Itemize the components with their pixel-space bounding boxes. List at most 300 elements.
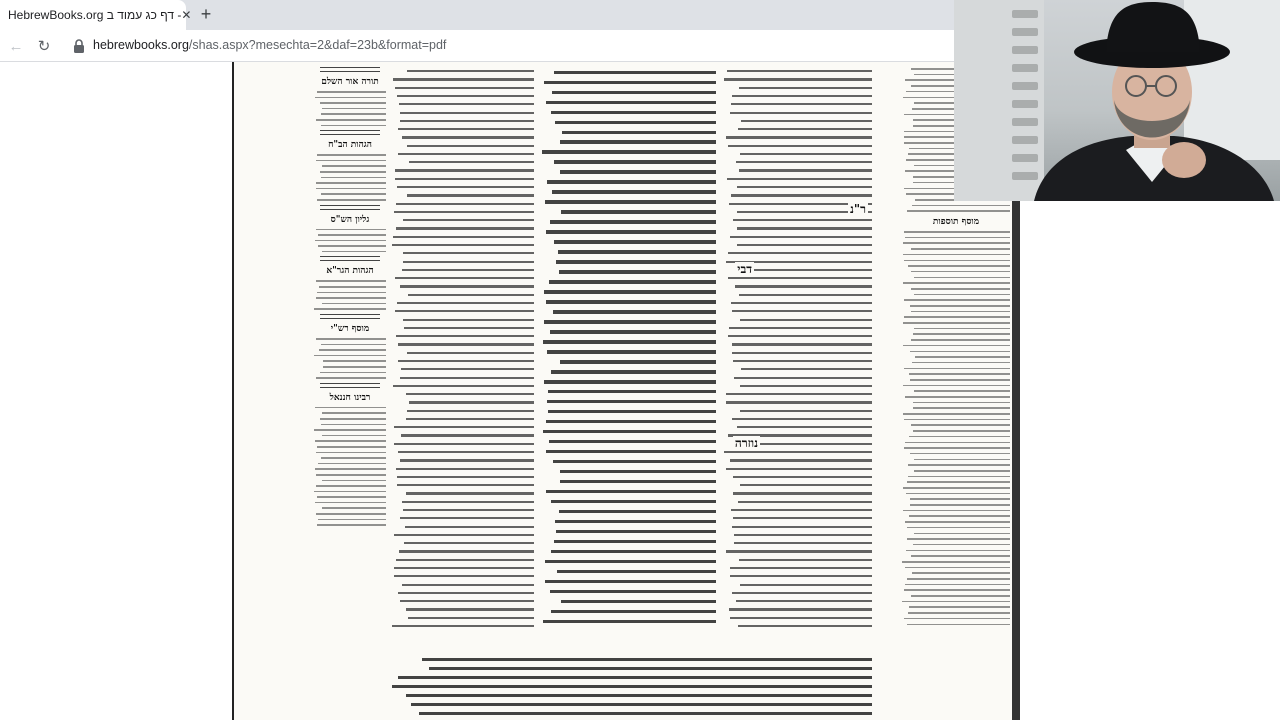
margin-heading: מוסף רש"י xyxy=(330,324,370,335)
text-line xyxy=(731,302,872,304)
text-line xyxy=(914,533,1010,535)
text-line xyxy=(316,485,386,487)
text-line xyxy=(545,560,716,563)
text-line xyxy=(400,120,534,122)
text-line xyxy=(913,430,1010,432)
text-line xyxy=(740,584,872,586)
text-line xyxy=(322,251,386,253)
text-line xyxy=(322,303,386,305)
text-line xyxy=(322,507,386,509)
text-line xyxy=(403,319,534,321)
text-line xyxy=(903,322,1010,324)
text-line xyxy=(316,452,386,454)
text-line xyxy=(732,310,872,312)
text-line xyxy=(559,270,716,273)
text-line xyxy=(408,294,534,296)
text-line xyxy=(904,618,1011,620)
text-line xyxy=(914,470,1010,472)
text-line xyxy=(392,685,872,688)
text-line xyxy=(404,327,534,329)
text-line xyxy=(730,459,872,461)
text-line xyxy=(398,360,534,362)
new-tab-button[interactable]: + xyxy=(200,3,212,24)
text-line xyxy=(733,492,872,494)
text-line xyxy=(911,288,1010,290)
text-line xyxy=(910,453,1010,455)
text-line xyxy=(908,612,1010,614)
text-line xyxy=(914,328,1010,330)
text-line xyxy=(906,493,1010,495)
text-line xyxy=(315,502,386,504)
text-line xyxy=(731,509,872,511)
text-line xyxy=(550,330,716,333)
text-line xyxy=(402,269,534,271)
text-line xyxy=(730,575,872,577)
text-line xyxy=(396,335,534,337)
text-line xyxy=(547,350,716,353)
text-line xyxy=(914,277,1010,279)
text-line xyxy=(393,236,534,238)
text-line xyxy=(316,182,386,184)
text-line xyxy=(318,234,386,236)
text-line xyxy=(913,402,1010,404)
url-path: /shas.aspx?mesechta=2&daf=23b&format=pdf xyxy=(188,38,447,52)
text-line xyxy=(402,501,534,503)
text-line xyxy=(317,199,386,201)
text-line xyxy=(903,385,1010,387)
text-line xyxy=(319,349,387,351)
ornament-divider xyxy=(320,130,380,135)
text-line xyxy=(407,352,534,354)
text-line xyxy=(552,190,716,193)
text-line xyxy=(740,484,873,486)
text-line xyxy=(907,527,1010,529)
text-line xyxy=(398,343,534,345)
text-line xyxy=(546,420,716,423)
text-line xyxy=(911,339,1010,341)
text-line xyxy=(316,229,386,231)
text-line xyxy=(903,487,1010,489)
text-line xyxy=(731,194,872,196)
text-line xyxy=(905,567,1010,569)
text-line xyxy=(317,292,386,294)
text-line xyxy=(395,277,534,279)
text-line xyxy=(322,435,386,437)
text-line xyxy=(904,231,1010,233)
text-line xyxy=(558,250,716,253)
reload-icon[interactable]: ↻ xyxy=(37,38,51,55)
text-line xyxy=(907,538,1010,540)
text-line xyxy=(400,600,534,602)
text-line xyxy=(911,248,1010,250)
text-line xyxy=(422,658,872,661)
text-line xyxy=(910,305,1010,307)
text-line xyxy=(406,393,534,395)
text-line xyxy=(316,188,386,190)
text-line xyxy=(316,119,386,121)
text-line xyxy=(726,401,872,403)
text-line xyxy=(553,310,716,313)
text-line xyxy=(913,333,1010,335)
text-line xyxy=(314,355,386,357)
close-icon[interactable]: ✕ xyxy=(181,8,192,22)
address-bar[interactable] xyxy=(93,38,446,52)
text-line xyxy=(317,496,386,498)
text-line xyxy=(322,480,386,482)
text-line xyxy=(741,368,872,370)
gemara-column xyxy=(542,64,716,630)
text-line xyxy=(903,510,1010,512)
text-line xyxy=(739,87,872,89)
text-line xyxy=(406,694,872,697)
ornament-divider xyxy=(320,256,380,261)
margin-heading: גליון הש"ס xyxy=(330,214,370,225)
text-line xyxy=(903,282,1010,284)
text-line xyxy=(429,667,872,670)
text-line xyxy=(543,620,716,623)
text-line xyxy=(320,372,386,374)
text-line xyxy=(905,237,1010,239)
text-line xyxy=(317,446,386,448)
text-line xyxy=(736,269,872,271)
text-line xyxy=(547,180,716,183)
text-line xyxy=(400,285,534,287)
text-line xyxy=(546,490,716,493)
text-line xyxy=(419,712,872,715)
text-line xyxy=(735,285,872,287)
text-line xyxy=(730,567,872,569)
text-line xyxy=(549,280,716,283)
text-line xyxy=(395,310,534,312)
text-line xyxy=(556,530,716,533)
text-line xyxy=(397,476,534,478)
text-line xyxy=(314,491,386,493)
text-line xyxy=(395,169,534,171)
text-line xyxy=(914,390,1010,392)
text-line xyxy=(545,200,716,203)
text-line xyxy=(733,360,872,362)
text-line xyxy=(403,219,534,221)
text-line xyxy=(320,418,386,420)
text-line xyxy=(560,480,716,483)
text-line xyxy=(909,606,1010,608)
text-line xyxy=(730,236,872,238)
text-line xyxy=(321,177,386,179)
text-line xyxy=(912,362,1010,364)
text-line xyxy=(738,625,872,627)
text-line xyxy=(398,451,534,453)
text-line xyxy=(320,171,386,173)
text-line xyxy=(911,424,1010,426)
text-line xyxy=(322,412,386,414)
left-margin-notes xyxy=(314,64,386,530)
text-line xyxy=(319,286,386,288)
text-line xyxy=(557,570,716,573)
text-line xyxy=(315,468,386,470)
text-line xyxy=(397,484,534,486)
text-line xyxy=(315,240,386,242)
text-line xyxy=(400,377,534,379)
text-line xyxy=(314,308,386,310)
text-line xyxy=(551,610,716,613)
text-line xyxy=(732,352,872,354)
text-line xyxy=(724,78,872,80)
text-line xyxy=(400,112,534,114)
text-line xyxy=(561,210,716,213)
text-line xyxy=(394,534,534,536)
text-line xyxy=(315,440,386,442)
text-line xyxy=(409,401,534,403)
text-line xyxy=(551,111,716,114)
text-line xyxy=(729,608,872,610)
text-line xyxy=(914,459,1010,461)
text-line xyxy=(733,476,872,478)
text-line xyxy=(910,504,1010,506)
text-line xyxy=(554,540,716,543)
text-line xyxy=(321,344,387,346)
text-line xyxy=(551,500,716,503)
margin-heading: הגהות הב"ח xyxy=(328,140,372,151)
text-line xyxy=(315,97,386,99)
text-line xyxy=(402,136,534,138)
text-line xyxy=(403,252,534,254)
text-line xyxy=(561,600,716,603)
text-line xyxy=(550,590,716,593)
text-line xyxy=(398,676,872,679)
text-line xyxy=(737,186,872,188)
text-line xyxy=(730,112,872,114)
text-line xyxy=(910,351,1010,353)
text-line xyxy=(321,113,386,115)
text-line xyxy=(396,203,534,205)
text-line xyxy=(402,584,534,586)
text-line xyxy=(323,360,386,362)
bold-keyword: דבי xyxy=(737,262,752,276)
text-line xyxy=(400,517,534,519)
text-line xyxy=(560,170,716,173)
text-line xyxy=(555,121,716,124)
text-line xyxy=(555,520,716,523)
text-line xyxy=(728,252,872,254)
text-line xyxy=(908,464,1010,466)
text-line xyxy=(737,244,872,246)
text-line xyxy=(394,211,534,213)
presenter-video xyxy=(1014,0,1274,201)
text-line xyxy=(740,153,872,155)
text-line xyxy=(405,526,534,528)
text-line xyxy=(911,595,1010,597)
text-line xyxy=(904,589,1010,591)
text-line xyxy=(728,335,872,337)
text-line xyxy=(399,550,534,552)
text-line xyxy=(911,555,1010,557)
text-line xyxy=(905,584,1010,586)
text-line xyxy=(544,81,716,84)
text-line xyxy=(546,230,716,233)
text-line xyxy=(913,407,1010,409)
text-line xyxy=(906,550,1010,552)
text-line xyxy=(731,103,872,105)
text-line xyxy=(734,542,872,544)
text-line xyxy=(398,128,534,130)
text-line xyxy=(907,578,1010,580)
text-line xyxy=(562,131,716,134)
tab-active[interactable] xyxy=(0,0,192,30)
text-line xyxy=(546,300,716,303)
text-line xyxy=(903,345,1010,347)
text-line xyxy=(321,193,386,195)
text-line xyxy=(543,430,716,433)
text-line xyxy=(734,377,872,379)
text-line xyxy=(738,501,872,503)
text-line xyxy=(552,91,716,94)
text-line xyxy=(398,592,534,594)
text-line xyxy=(393,385,534,387)
text-line xyxy=(551,370,716,373)
tosafot-column xyxy=(724,64,872,633)
text-line xyxy=(905,521,1010,523)
text-line xyxy=(904,260,1010,262)
text-line xyxy=(560,470,716,473)
ornament-divider xyxy=(320,67,380,72)
margin-heading: רבינו חננאל xyxy=(329,392,371,403)
text-line xyxy=(909,373,1010,375)
tab-title: HebrewBooks.org דף כג עמוד ב - xyxy=(8,8,182,22)
text-line xyxy=(907,210,1010,212)
text-line xyxy=(732,526,872,528)
text-line xyxy=(398,153,534,155)
text-line xyxy=(737,227,872,229)
text-line xyxy=(727,70,872,72)
text-line xyxy=(729,327,872,329)
text-line xyxy=(904,316,1010,318)
text-line xyxy=(322,165,386,167)
text-line xyxy=(907,481,1010,483)
text-line xyxy=(316,297,386,299)
text-line xyxy=(913,544,1010,546)
text-line xyxy=(736,600,872,602)
text-line xyxy=(401,368,534,370)
text-line xyxy=(548,390,716,393)
text-line xyxy=(542,150,716,153)
text-line xyxy=(545,580,716,583)
webcam-overlay xyxy=(954,0,1280,201)
talmud-pdf-page[interactable] xyxy=(232,62,1020,720)
text-line xyxy=(392,244,534,246)
text-line xyxy=(317,91,386,93)
text-line xyxy=(407,410,534,412)
text-line xyxy=(406,608,534,610)
text-line xyxy=(321,125,386,127)
text-line xyxy=(547,400,716,403)
lock-icon[interactable] xyxy=(73,39,85,53)
text-line xyxy=(733,219,872,221)
text-line xyxy=(549,440,716,443)
text-line xyxy=(741,120,872,122)
text-line xyxy=(553,460,716,463)
text-line xyxy=(730,617,872,619)
text-line xyxy=(400,459,534,461)
text-line xyxy=(554,240,716,243)
text-line xyxy=(904,419,1010,421)
text-line xyxy=(560,360,716,363)
text-line xyxy=(394,443,534,445)
text-line xyxy=(403,509,534,511)
text-line xyxy=(544,290,716,293)
text-line xyxy=(554,71,716,74)
text-line xyxy=(724,451,872,453)
text-line xyxy=(915,356,1010,358)
text-line xyxy=(395,178,534,180)
text-line xyxy=(397,95,534,97)
text-line xyxy=(904,299,1010,301)
text-line xyxy=(317,524,386,526)
bold-keyword: ר"נ xyxy=(849,202,866,216)
text-line xyxy=(554,160,716,163)
text-line xyxy=(912,572,1010,574)
text-line xyxy=(905,442,1010,444)
text-line xyxy=(728,145,872,147)
text-line xyxy=(318,245,386,247)
text-line xyxy=(908,265,1010,267)
text-line xyxy=(904,447,1010,449)
text-line xyxy=(559,510,716,513)
text-line xyxy=(316,160,386,162)
text-line xyxy=(393,78,534,80)
text-line xyxy=(908,476,1010,478)
text-line xyxy=(395,87,534,89)
text-line xyxy=(914,294,1010,296)
ornament-divider xyxy=(320,314,380,319)
text-line xyxy=(544,320,716,323)
text-line xyxy=(739,169,872,171)
text-line xyxy=(732,592,873,594)
text-line xyxy=(394,567,534,569)
text-line xyxy=(396,559,534,561)
text-line xyxy=(902,601,1010,603)
text-line xyxy=(321,424,386,426)
text-line xyxy=(321,457,387,459)
text-line xyxy=(407,145,534,147)
text-line xyxy=(556,260,716,263)
text-line xyxy=(404,542,534,544)
text-line xyxy=(737,426,872,428)
bold-keyword: נוזרה xyxy=(734,436,758,450)
text-line xyxy=(911,271,1010,273)
text-line xyxy=(401,434,534,436)
text-line xyxy=(912,205,1010,207)
text-line xyxy=(909,436,1010,438)
text-line xyxy=(316,513,386,515)
margin-heading: הגהות הגר"א xyxy=(326,266,374,277)
text-line xyxy=(314,429,386,431)
text-line xyxy=(396,468,534,470)
text-line xyxy=(546,101,716,104)
text-line xyxy=(733,517,872,519)
text-line xyxy=(728,277,872,279)
text-line xyxy=(910,498,1011,500)
text-line xyxy=(732,95,872,97)
back-arrow-icon[interactable]: ← xyxy=(8,37,24,55)
text-line xyxy=(739,294,872,296)
text-line xyxy=(902,561,1010,563)
text-line xyxy=(732,418,872,420)
text-line xyxy=(316,474,386,476)
text-line xyxy=(396,227,534,229)
text-line xyxy=(316,280,386,282)
text-line xyxy=(732,343,872,345)
text-line xyxy=(740,319,872,321)
